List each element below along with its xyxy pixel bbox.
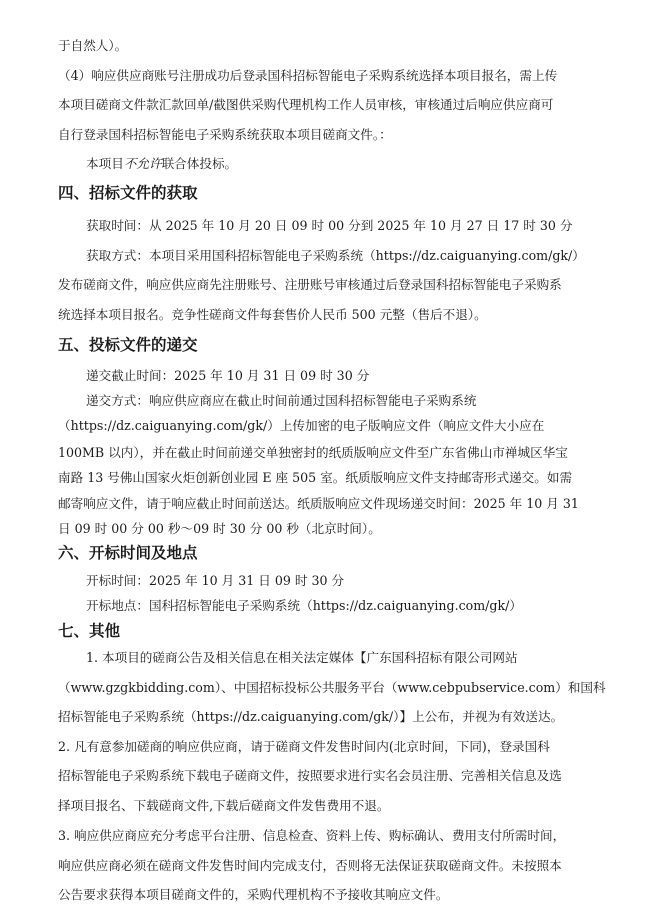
- text-line: （https://dz.caiguanying.com/gk/）上传加密的电子版响应文件（响应文件大小应在: [58, 418, 545, 433]
- text-line: 开标地点：国科招标智能电子采购系统（https://dz.caiguanying.com/gk/）: [86, 598, 522, 613]
- text-line: 开标时间：2025 年 10 月 31 日 09 时 30 分: [86, 573, 345, 588]
- text-span: 联合体投标。: [161, 156, 238, 171]
- text-line: 日 09 时 00 分 00 秒～09 时 30 分 00 秒（北京时间）。: [58, 521, 381, 536]
- text-line: 自行登录国科招标智能电子采购系统获取本项目磋商文件。：: [58, 127, 392, 142]
- text-span: 本项目: [86, 156, 124, 171]
- section-heading-7: 七、其他: [58, 622, 121, 640]
- text-line: 于自然人）。: [58, 38, 128, 53]
- text-line: （www.gzgkbidding.com）、中国招标投标公共服务平台（www.cebpubservice.com）和国科: [58, 680, 606, 695]
- text-line: 响应供应商必须在磋商文件发售时间内完成支付，否则将无法保证获取磋商文件。未按照本: [58, 858, 562, 873]
- text-line: [0, 154, 665, 174]
- text-line: 邮寄响应文件，请于响应截止时间前送达。纸质版响应文件现场递交时间：2025 年 10 月 31: [58, 496, 579, 511]
- text-line: 择项目报名、下载磋商文件,下载后磋商文件发售费用不退。: [58, 798, 390, 813]
- text-line: 递交方式：响应供应商应在截止时间前通过国科招标智能电子采购系统: [86, 393, 477, 408]
- text-line: 公告要求获得本项目磋商文件的，采购代理机构不予接收其响应文件。: [58, 887, 449, 902]
- section-heading-5: 五、投标文件的递交: [58, 336, 198, 354]
- text-line: 3. 响应供应商应充分考虑平台注册、信息检查、资料上传、购标确认、费用支付所需时间，: [58, 828, 566, 843]
- text-line: 南路 13 号佛山国家火炬创新创业园 E 座 505 室。纸质版响应文件支持邮寄形式递交。如需: [58, 470, 573, 485]
- emphasis-text: 不允许: [123, 156, 162, 171]
- text-line: 获取方式：本项目采用国科招标智能电子采购系统（https://dz.caiguanying.com/gk/）: [86, 248, 585, 263]
- text-line: 本项目磋商文件款汇款回单/截图供采购代理机构工作人员审核，审核通过后响应供应商可: [58, 97, 554, 112]
- section-heading-6: 六、开标时间及地点: [58, 544, 198, 562]
- text-line: 发布磋商文件，响应供应商先注册账号、注册账号审核通过后登录国科招标智能电子采购系: [58, 277, 562, 292]
- text-line: 1. 本项目的磋商公告及相关信息在相关法定媒体【广东国科招标有限公司网站: [86, 650, 518, 665]
- text-line: （4）响应供应商账号注册成功后登录国科招标智能电子采购系统选择本项目报名，需上传: [58, 68, 558, 83]
- text-line: 100MB 以内），并在截止时间前递交单独密封的纸质版响应文件至广东省佛山市禅城区华宝: [58, 445, 568, 460]
- text-line: 递交截止时间：2025 年 10 月 31 日 09 时 30 分: [86, 368, 370, 383]
- text-line: 招标智能电子采购系统（https://dz.caiguanying.com/gk/）】上公布，并视为有效送达。: [58, 709, 564, 724]
- text-line: 2. 凡有意参加磋商的响应供应商，请于磋商文件发售时间内(北京时间，下同)，登录国科: [58, 739, 550, 754]
- section-heading-4: 四、招标文件的获取: [58, 184, 198, 202]
- text-line: 招标智能电子采购系统下载电子磋商文件，按照要求进行实名会员注册、完善相关信息及选: [58, 768, 562, 783]
- text-line: 获取时间：从 2025 年 10 月 20 日 09 时 00 分到 2025 年 10 月 27 日 17 时 30 分: [86, 218, 573, 233]
- text-line: 统选择本项目报名。竞争性磋商文件每套售价人民币 500 元整（售后不退）。: [58, 307, 487, 322]
